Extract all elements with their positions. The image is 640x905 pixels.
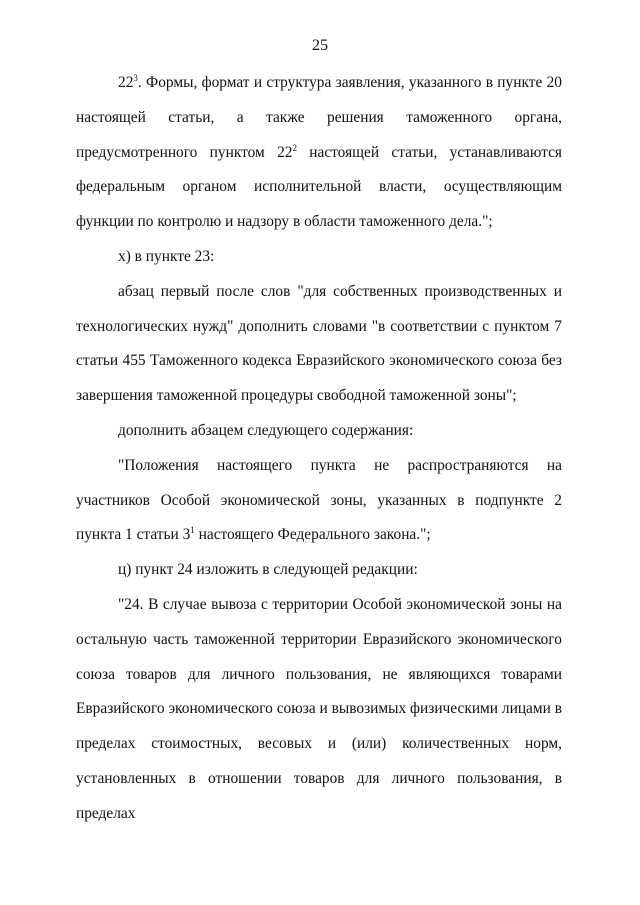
paragraph-text: . Формы, формат и структура заявления, указанного в пункте 20 настоящей статьи, а также решения таможенного органа, предусмотренного пунктом 22	[76, 74, 562, 161]
page-number: 25	[312, 37, 328, 54]
paragraph-text: настоящего Федерального закона.";	[194, 526, 431, 544]
paragraph-p24	[76, 588, 562, 832]
paragraph-p-dopolnit	[76, 414, 562, 449]
paragraph-p-polozhenia	[76, 449, 562, 553]
paragraph-text: абзац первый после слов "для собственных производственных и технологических нужд" дополнить словами "в соответствии с пунктом 7 статьи 455 Таможенного кодекса Евразийского экономического союза без завершения таможенной процедуры свободной таможенной зоны";	[76, 282, 562, 405]
paragraph-pc	[76, 553, 562, 588]
paragraph-text: настоящей статьи, устанавливаются федеральным органом исполнительной власти, осуществляющим функции по контролю и надзору в области таможенного дела.";	[76, 143, 562, 231]
superscript: 2	[292, 142, 297, 153]
paragraph-text: "Положения настоящего пункта не распространяются на участников Особой экономической зоны, указанных в подпункте 2 пункта 1 статьи 3	[76, 456, 562, 544]
paragraph-p22-3	[76, 66, 562, 240]
paragraph-text: 22	[118, 74, 134, 91]
paragraph-text: х) в пункте 23:	[118, 247, 215, 265]
paragraph-px	[76, 240, 562, 275]
paragraph-text: ц) пункт 24 изложить в следующей редакции:	[118, 561, 418, 579]
document-body	[76, 66, 562, 832]
paragraph-p-abzac	[76, 275, 562, 414]
superscript: 1	[190, 525, 195, 536]
superscript: 3	[133, 73, 138, 83]
paragraph-text: дополнить абзацем следующего содержания:	[118, 421, 414, 439]
paragraph-text: "24. В случае вывоза с территории Особой экономической зоны на остальную часть таможенной территории Евразийского экономического союза товаров для личного пользования, не являющихся товарами Евразийского экономического союза и вывозимых физическими лицами в пределах стоимостных, весовых и (или) количественных норм, установленных в отношении товаров для личного пользования, в пределах	[76, 595, 562, 822]
